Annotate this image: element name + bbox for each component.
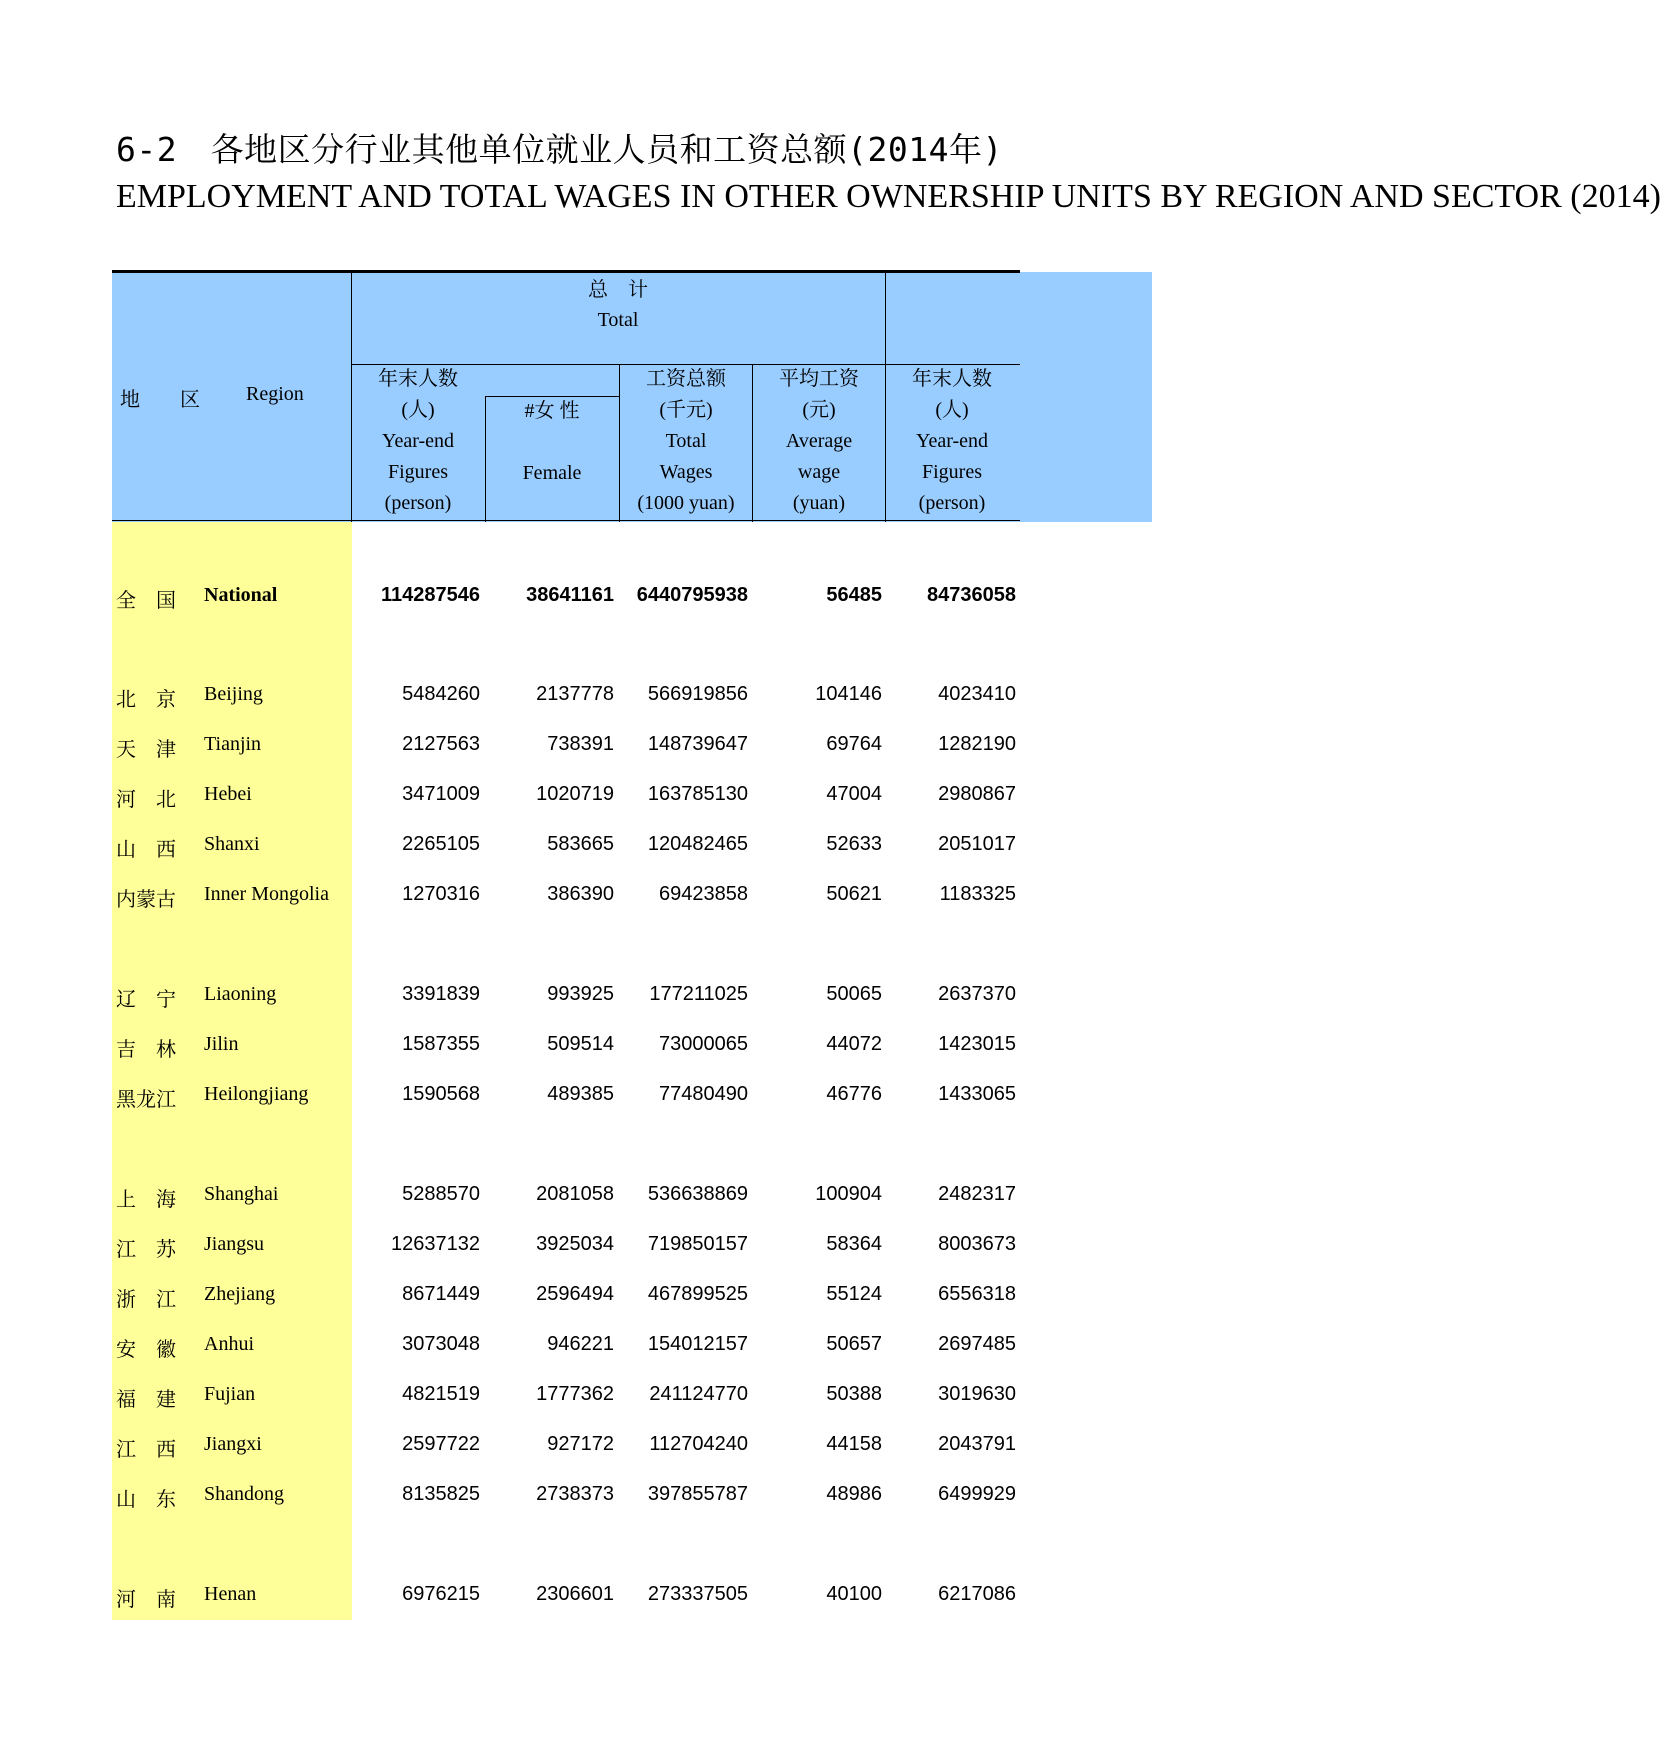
- region-en: Jiangxi: [204, 1433, 262, 1455]
- year-end-figures-cell: 8671449: [402, 1283, 480, 1305]
- female-cell: 993925: [547, 983, 614, 1005]
- region-en: Fujian: [204, 1383, 256, 1405]
- total-wages-cell: 273337505: [647, 1583, 748, 1605]
- region-header-cn: 地 区: [120, 389, 200, 411]
- table-row: [0, 825, 1240, 865]
- col-header-line: (yuan): [792, 492, 846, 514]
- year-end-figures-2-cell: 2482317: [938, 1183, 1016, 1205]
- total-wages-cell: 467899525: [647, 1283, 748, 1305]
- table-row: [0, 975, 1240, 1015]
- table-row: [0, 1275, 1240, 1315]
- table-row: [0, 1225, 1240, 1265]
- col-header-line: 年末人数: [912, 368, 992, 390]
- total-wages-cell: 112704240: [649, 1433, 748, 1455]
- year-end-figures-2-cell: 2697485: [938, 1333, 1016, 1355]
- average-wage-cell: 48986: [826, 1483, 882, 1505]
- year-end-figures-cell: 1590568: [402, 1083, 480, 1105]
- region-en: Anhui: [204, 1333, 254, 1355]
- total-header-en: Total: [597, 309, 639, 331]
- year-end-figures-2-cell: 1183325: [939, 883, 1016, 905]
- table-row: [0, 1425, 1240, 1465]
- region-header-en: Region: [246, 383, 304, 405]
- year-end-figures-cell: 3073048: [402, 1333, 480, 1355]
- total-wages-cell: 163785130: [647, 783, 748, 805]
- region-en: Zhejiang: [204, 1283, 276, 1305]
- region-cn: 河 北: [116, 789, 176, 811]
- year-end-figures-2-cell: 2980867: [938, 783, 1016, 805]
- region-cn: 上 海: [116, 1189, 176, 1211]
- total-wages-cell: 719850157: [647, 1233, 748, 1255]
- region-cn: 北 京: [116, 689, 176, 711]
- average-wage-cell: 47004: [826, 783, 882, 805]
- col-header-line: 年末人数: [378, 368, 458, 390]
- average-wage-cell: 69764: [826, 733, 882, 755]
- female-cell: 583665: [547, 833, 614, 855]
- col-header-year-end-figures: [352, 364, 484, 519]
- total-wages-cell: 148739647: [647, 733, 748, 755]
- year-end-figures-2-cell: 1433065: [938, 1083, 1016, 1105]
- average-wage-cell: 50065: [826, 983, 882, 1005]
- year-end-figures-2-cell: 84736058: [927, 584, 1016, 606]
- col-header-line: Figures: [922, 461, 982, 483]
- year-end-figures-2-cell: 8003673: [938, 1233, 1016, 1255]
- total-wages-cell: 566919856: [647, 683, 748, 705]
- year-end-figures-cell: 3471009: [402, 783, 480, 805]
- col-header-average-wage: [753, 364, 885, 519]
- col-header-line: [486, 427, 618, 458]
- col-header-line: Total: [665, 430, 707, 452]
- region-en: Jiangsu: [204, 1233, 264, 1255]
- average-wage-cell: 40100: [826, 1583, 882, 1605]
- region-cn: 黑龙江: [116, 1089, 176, 1111]
- year-end-figures-2-cell: 3019630: [938, 1383, 1016, 1405]
- table-row: [0, 1475, 1240, 1515]
- female-cell: 2738373: [536, 1483, 614, 1505]
- total-wages-cell: 177211025: [649, 983, 748, 1005]
- header-bottom-rule: [112, 520, 1020, 521]
- region-cn: 吉 林: [116, 1039, 176, 1061]
- year-end-figures-2-cell: 6499929: [938, 1483, 1016, 1505]
- year-end-figures-2-cell: 2051017: [938, 833, 1016, 855]
- year-end-figures-cell: 12637132: [391, 1233, 480, 1255]
- year-end-figures-cell: 4821519: [402, 1383, 480, 1405]
- table-row-national: [0, 576, 1240, 616]
- total-wages-cell: 536638869: [647, 1183, 748, 1205]
- region-cn: 全 国: [116, 590, 176, 612]
- average-wage-cell: 50621: [826, 883, 882, 905]
- col-header-line: 平均工资: [779, 368, 859, 390]
- total-wages-cell: 241124770: [649, 1383, 748, 1405]
- average-wage-cell: 58364: [826, 1233, 882, 1255]
- table-row: [0, 1575, 1240, 1615]
- table-row: [0, 1325, 1240, 1365]
- col-header-line: (元): [802, 399, 836, 421]
- female-cell: 738391: [547, 733, 614, 755]
- region-cn: 内蒙古: [116, 889, 176, 911]
- col-header-line: (1000 yuan): [637, 492, 735, 514]
- year-end-figures-cell: 2597722: [402, 1433, 480, 1455]
- female-cell: 489385: [547, 1083, 614, 1105]
- col-header-line: Figures: [388, 461, 448, 483]
- female-cell: 2081058: [536, 1183, 614, 1205]
- col-header-female: [486, 396, 618, 489]
- region-cn: 江 苏: [116, 1239, 176, 1261]
- region-en: Shanxi: [204, 833, 260, 855]
- region-en: Henan: [204, 1583, 257, 1605]
- total-wages-cell: 69423858: [659, 883, 748, 905]
- region-column-header: [120, 383, 304, 412]
- female-cell: 1777362: [536, 1383, 614, 1405]
- female-cell: 2306601: [536, 1583, 614, 1605]
- col-header-line: Wages: [659, 461, 713, 483]
- average-wage-cell: 46776: [826, 1083, 882, 1105]
- total-wages-cell: 77480490: [659, 1083, 748, 1105]
- year-end-figures-cell: 2265105: [402, 833, 480, 855]
- year-end-figures-cell: 2127563: [402, 733, 480, 755]
- female-cell: 2137778: [536, 683, 614, 705]
- region-cn: 山 东: [116, 1489, 176, 1511]
- page-title-cn: 6-2 各地区分行业其他单位就业人员和工资总额(2014年): [116, 130, 1003, 169]
- col-header-line: Year-end: [916, 430, 988, 452]
- year-end-figures-cell: 5288570: [402, 1183, 480, 1205]
- average-wage-cell: 44072: [826, 1033, 882, 1055]
- region-en: Tianjin: [204, 733, 262, 755]
- year-end-figures-2-cell: 6556318: [938, 1283, 1016, 1305]
- female-cell: 2596494: [536, 1283, 614, 1305]
- region-en: Beijing: [204, 683, 263, 705]
- total-wages-cell: 154012157: [647, 1333, 748, 1355]
- col-header-line: wage: [797, 461, 841, 483]
- col-header-total-wages: [620, 364, 752, 519]
- table-row: [0, 775, 1240, 815]
- year-end-figures-2-cell: 4023410: [938, 683, 1016, 705]
- region-en: Shandong: [204, 1483, 284, 1505]
- year-end-figures-2-cell: 2043791: [938, 1433, 1016, 1455]
- year-end-figures-cell: 8135825: [402, 1483, 480, 1505]
- year-end-figures-cell: 3391839: [402, 983, 480, 1005]
- year-end-figures-cell: 6976215: [402, 1583, 480, 1605]
- average-wage-cell: 55124: [826, 1283, 882, 1305]
- region-cn: 安 徽: [116, 1339, 176, 1361]
- total-wages-cell: 73000065: [659, 1033, 748, 1055]
- female-cell: 386390: [547, 883, 614, 905]
- col-header-line: Average: [785, 430, 853, 452]
- average-wage-cell: 104146: [815, 683, 882, 705]
- col-header-line: (千元): [659, 399, 713, 421]
- table-row: [0, 1375, 1240, 1415]
- female-cell: 927172: [547, 1433, 614, 1455]
- region-en: National: [204, 584, 278, 606]
- average-wage-cell: 100904: [815, 1183, 882, 1205]
- col-header-line: (人): [935, 399, 969, 421]
- average-wage-cell: 44158: [826, 1433, 882, 1455]
- year-end-figures-2-cell: 1282190: [938, 733, 1016, 755]
- year-end-figures-2-cell: 1423015: [938, 1033, 1016, 1055]
- region-en: Liaoning: [204, 983, 277, 1005]
- region-en: Shanghai: [204, 1183, 279, 1205]
- year-end-figures-cell: 114287546: [380, 584, 480, 606]
- region-en: Heilongjiang: [204, 1083, 309, 1105]
- average-wage-cell: 50657: [826, 1333, 882, 1355]
- female-cell: 509514: [547, 1033, 614, 1055]
- col-header-line: 工资总额: [646, 368, 726, 390]
- female-cell: 38641161: [526, 584, 614, 606]
- female-cell: 946221: [547, 1333, 614, 1355]
- col-header-line: (person): [384, 492, 452, 514]
- year-end-figures-cell: 1270316: [402, 883, 480, 905]
- year-end-figures-2-cell: 2637370: [938, 983, 1016, 1005]
- region-cn: 辽 宁: [116, 989, 176, 1011]
- col-header-line: Year-end: [382, 430, 454, 452]
- region-en: Inner Mongolia: [204, 883, 329, 905]
- region-cn: 浙 江: [116, 1289, 176, 1311]
- table-top-rule: [112, 270, 1020, 273]
- total-wages-cell: 6440795938: [636, 584, 748, 606]
- average-wage-cell: 52633: [826, 833, 882, 855]
- total-wages-cell: 120482465: [647, 833, 748, 855]
- female-cell: 1020719: [536, 783, 614, 805]
- col-header-year-end-figures-2: [886, 364, 1018, 519]
- page-title-en: EMPLOYMENT AND TOTAL WAGES IN OTHER OWNERSHIP UNITS BY REGION AND SECTOR (2014): [116, 178, 1661, 215]
- col-header-line: #女 性: [524, 400, 580, 422]
- female-cell: 3925034: [536, 1233, 614, 1255]
- region-cn: 河 南: [116, 1589, 176, 1611]
- col-header-line: (person): [918, 492, 986, 514]
- region-cn: 江 西: [116, 1439, 176, 1461]
- table-row: [0, 1025, 1240, 1065]
- region-cn: 福 建: [116, 1389, 176, 1411]
- col-header-line: Female: [522, 462, 582, 484]
- average-wage-cell: 56485: [826, 584, 882, 606]
- table-row: [0, 725, 1240, 765]
- region-cn: 天 津: [116, 739, 176, 761]
- year-end-figures-2-cell: 6217086: [938, 1583, 1016, 1605]
- table-row: [0, 1075, 1240, 1115]
- table-row: [0, 675, 1240, 715]
- total-wages-cell: 397855787: [647, 1483, 748, 1505]
- table-row: [0, 875, 1240, 915]
- col-header-line: (人): [401, 399, 435, 421]
- table-row: [0, 1175, 1240, 1215]
- year-end-figures-cell: 5484260: [402, 683, 480, 705]
- average-wage-cell: 50388: [826, 1383, 882, 1405]
- year-end-figures-cell: 1587355: [402, 1033, 480, 1055]
- region-en: Jilin: [204, 1033, 239, 1055]
- total-group-header: [352, 275, 884, 335]
- total-header-cn: 总 计: [588, 279, 648, 301]
- region-cn: 山 西: [116, 839, 176, 861]
- region-en: Hebei: [204, 783, 252, 805]
